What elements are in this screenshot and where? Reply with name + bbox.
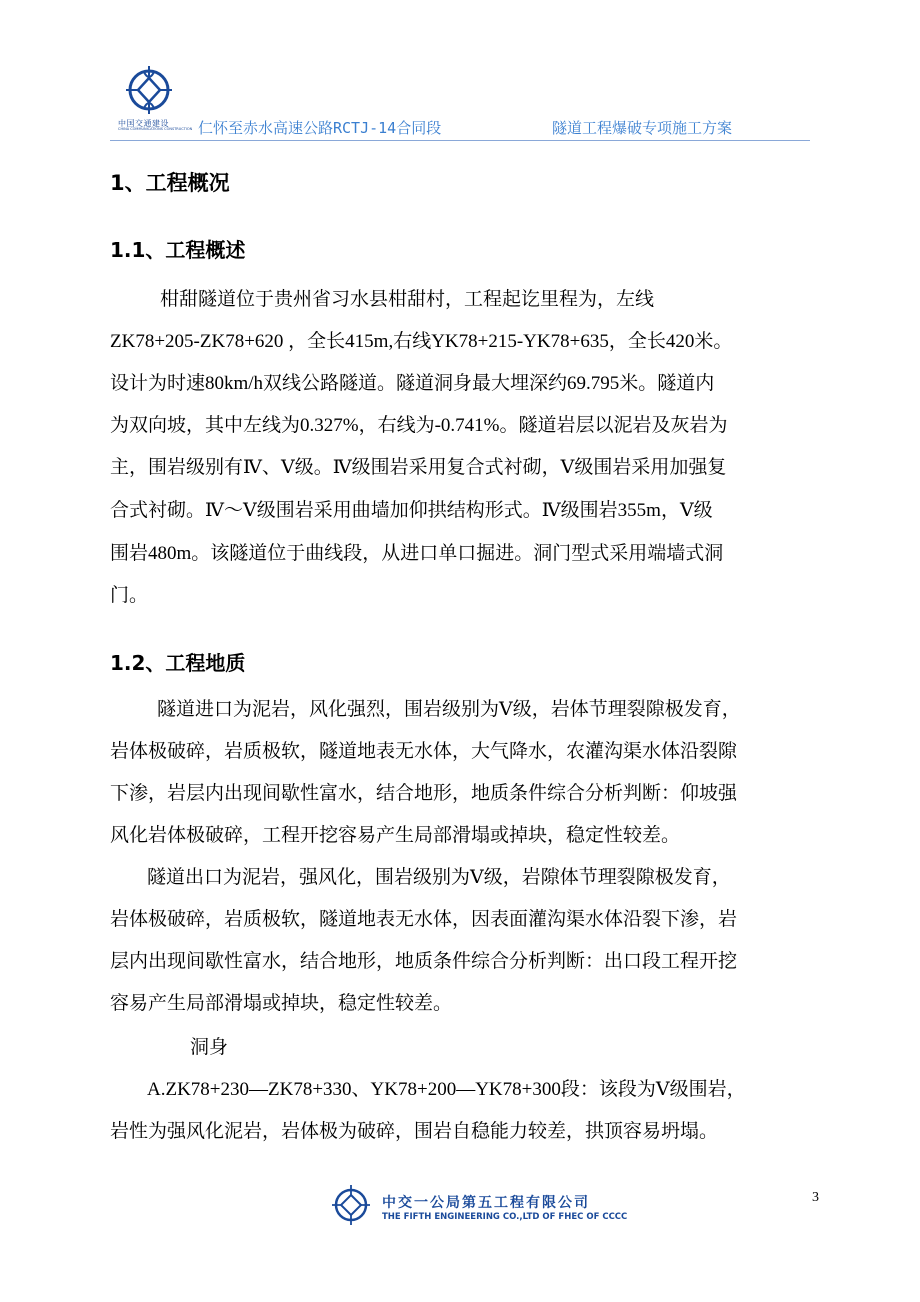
paragraph-line: 岩体极破碎，岩质极软，隧道地表无水体，因表面灌沟渠水体沿裂下渗，岩 (110, 909, 738, 930)
paragraph-line: 岩性为强风化泥岩，岩体极为破碎，围岩自稳能力较差，拱顶容易坍塌。 (110, 1121, 719, 1142)
paragraph-line: 主，围岩级别有Ⅳ、Ⅴ级。Ⅳ级围岩采用复合式衬砌，Ⅴ级围岩采用加强复 (110, 457, 727, 478)
paragraph-line: 隧道出口为泥岩，强风化，围岩级别为Ⅴ级，岩隙体节理裂隙极发育， (147, 867, 731, 888)
subheading-dongshen: 洞身 (190, 1037, 229, 1058)
page-header (110, 60, 810, 140)
paragraph-line: 岩体极破碎，岩质极软，隧道地表无水体，大气降水，农灌沟渠水体沿裂隙 (110, 741, 738, 762)
header-divider (110, 140, 810, 141)
footer-company-en: THE FIFTH ENGINEERING CO.,LTD OF FHEC OF CCCC (382, 1212, 628, 1222)
paragraph-line: 合式衬砌。Ⅳ～Ⅴ级围岩采用曲墙加仰拱结构形式。Ⅳ级围岩355m，Ⅴ级 (110, 500, 713, 521)
paragraph-line: ZK78+205-ZK78+620 ，全长415m,右线YK78+215-YK78+635，全长420米。 (110, 331, 733, 352)
paragraph-line: 设计为时速80km/h双线公路隧道。隧道洞身最大埋深约69.795米。隧道内 (110, 373, 715, 394)
logo-name: 中国交通建设 (118, 119, 169, 128)
paragraph-line: 门。 (110, 585, 149, 606)
paragraph-line: 为双向坡，其中左线为0.327%，右线为-0.741%。隧道岩层以泥岩及灰岩为 (110, 415, 728, 436)
page-footer (320, 1180, 630, 1228)
company-logo-icon (324, 1182, 378, 1228)
paragraph-line: 下渗，岩层内出现间歇性富水，结合地形，地质条件综合分析判断：仰坡强 (110, 783, 738, 804)
paragraph-line: 风化岩体极破碎，工程开挖容易产生局部滑塌或掉块，稳定性较差。 (110, 825, 681, 846)
section-1-heading: 1、工程概况 (110, 171, 230, 195)
paragraph-line: 围岩480m。该隧道位于曲线段，从进口单口掘进。洞门型式采用端墙式洞 (110, 543, 724, 564)
paragraph-line: 层内出现间歇性富水，结合地形，地质条件综合分析判断：出口段工程开挖 (110, 951, 738, 972)
section-1-2-heading: 1.2、工程地质 (110, 651, 246, 675)
paragraph-line: A.ZK78+230—ZK78+330、YK78+200—YK78+300段：该段为Ⅴ级围岩， (147, 1079, 746, 1100)
header-doc-title: 隧道工程爆破专项施工方案 (552, 119, 733, 137)
page-number: 3 (812, 1190, 819, 1205)
cccc-logo-icon (114, 64, 184, 120)
paragraph-line: 容易产生局部滑塌或掉块，稳定性较差。 (110, 993, 453, 1014)
logo-subtitle: CHINA COMMUNICATIONS CONSTRUCTION (118, 127, 193, 131)
footer-company-cn: 中交一公局第五工程有限公司 (382, 1195, 590, 1211)
header-contract: 仁怀至赤水高速公路RCTJ-14合同段 (198, 119, 442, 137)
section-1-1-heading: 1.1、工程概述 (110, 238, 246, 262)
paragraph-line: 隧道进口为泥岩，风化强烈，围岩级别为Ⅴ级，岩体节理裂隙极发育， (157, 699, 741, 720)
paragraph-line: 柑甜隧道位于贵州省习水县柑甜村，工程起讫里程为，左线 (160, 289, 655, 310)
